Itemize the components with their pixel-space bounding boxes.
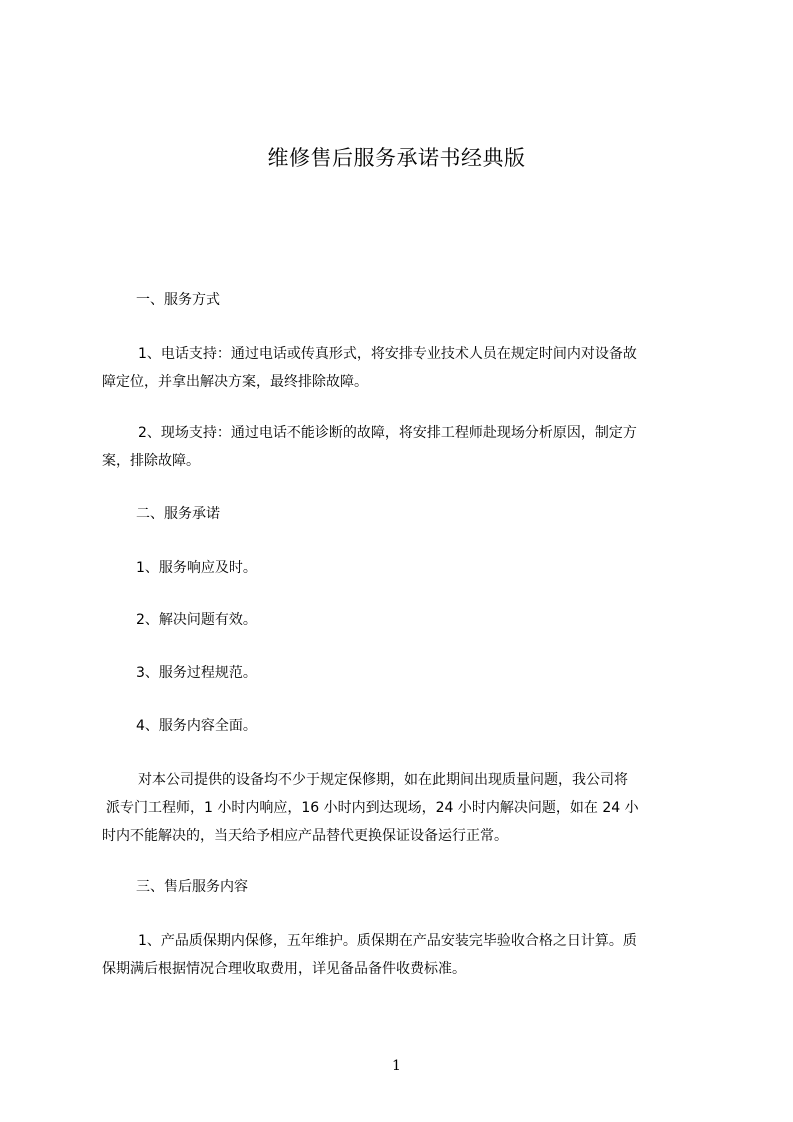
paragraph-line: 1、产品质保期内保修，五年维护。质保期在产品安装完毕验收合格之日计算。质: [138, 933, 637, 949]
paragraph-phone-support: [102, 340, 722, 396]
paragraph-warranty-content: [102, 927, 722, 983]
paragraph-line: 障定位，并拿出解决方案，最终排除故障。: [102, 374, 368, 390]
section-heading-service-commitment: 二、服务承诺: [136, 506, 220, 522]
section-heading-after-sales-content: 三、售后服务内容: [136, 879, 248, 895]
paragraph-line: 2、现场支持：通过电话不能诊断的故障，将安排工程师赴现场分析原因，制定方: [138, 425, 637, 441]
section-heading-service-method: 一、服务方式: [136, 292, 220, 308]
page-number: 1: [392, 1058, 401, 1074]
paragraph-line: 案，排除故障。: [102, 453, 200, 469]
list-item: 2、解决问题有效。: [136, 612, 257, 628]
paragraph-line: 对本公司提供的设备均不少于规定保修期，如在此期间出现质量问题，我公司将: [138, 772, 628, 788]
paragraph-line: 保期满后根据情况合理收取费用，详见备品备件收费标准。: [102, 961, 466, 977]
list-item: 3、服务过程规范。: [136, 665, 257, 681]
paragraph-warranty-commitment: [102, 766, 722, 850]
list-item: 4、服务内容全面。: [136, 718, 257, 734]
paragraph-line: 派专门工程师，1 小时内响应，16 小时内到达现场，24 小时内解决问题，如在 24 小: [106, 800, 639, 816]
paragraph-line: 时内不能解决的，当天给予相应产品替代更换保证设备运行正常。: [102, 828, 508, 844]
paragraph-onsite-support: [102, 419, 722, 475]
paragraph-line: 1、电话支持：通过电话或传真形式，将安排专业技术人员在规定时间内对设备故: [138, 346, 637, 362]
page-title: 维修售后服务承诺书经典版: [267, 146, 526, 170]
list-item: 1、服务响应及时。: [136, 560, 257, 576]
